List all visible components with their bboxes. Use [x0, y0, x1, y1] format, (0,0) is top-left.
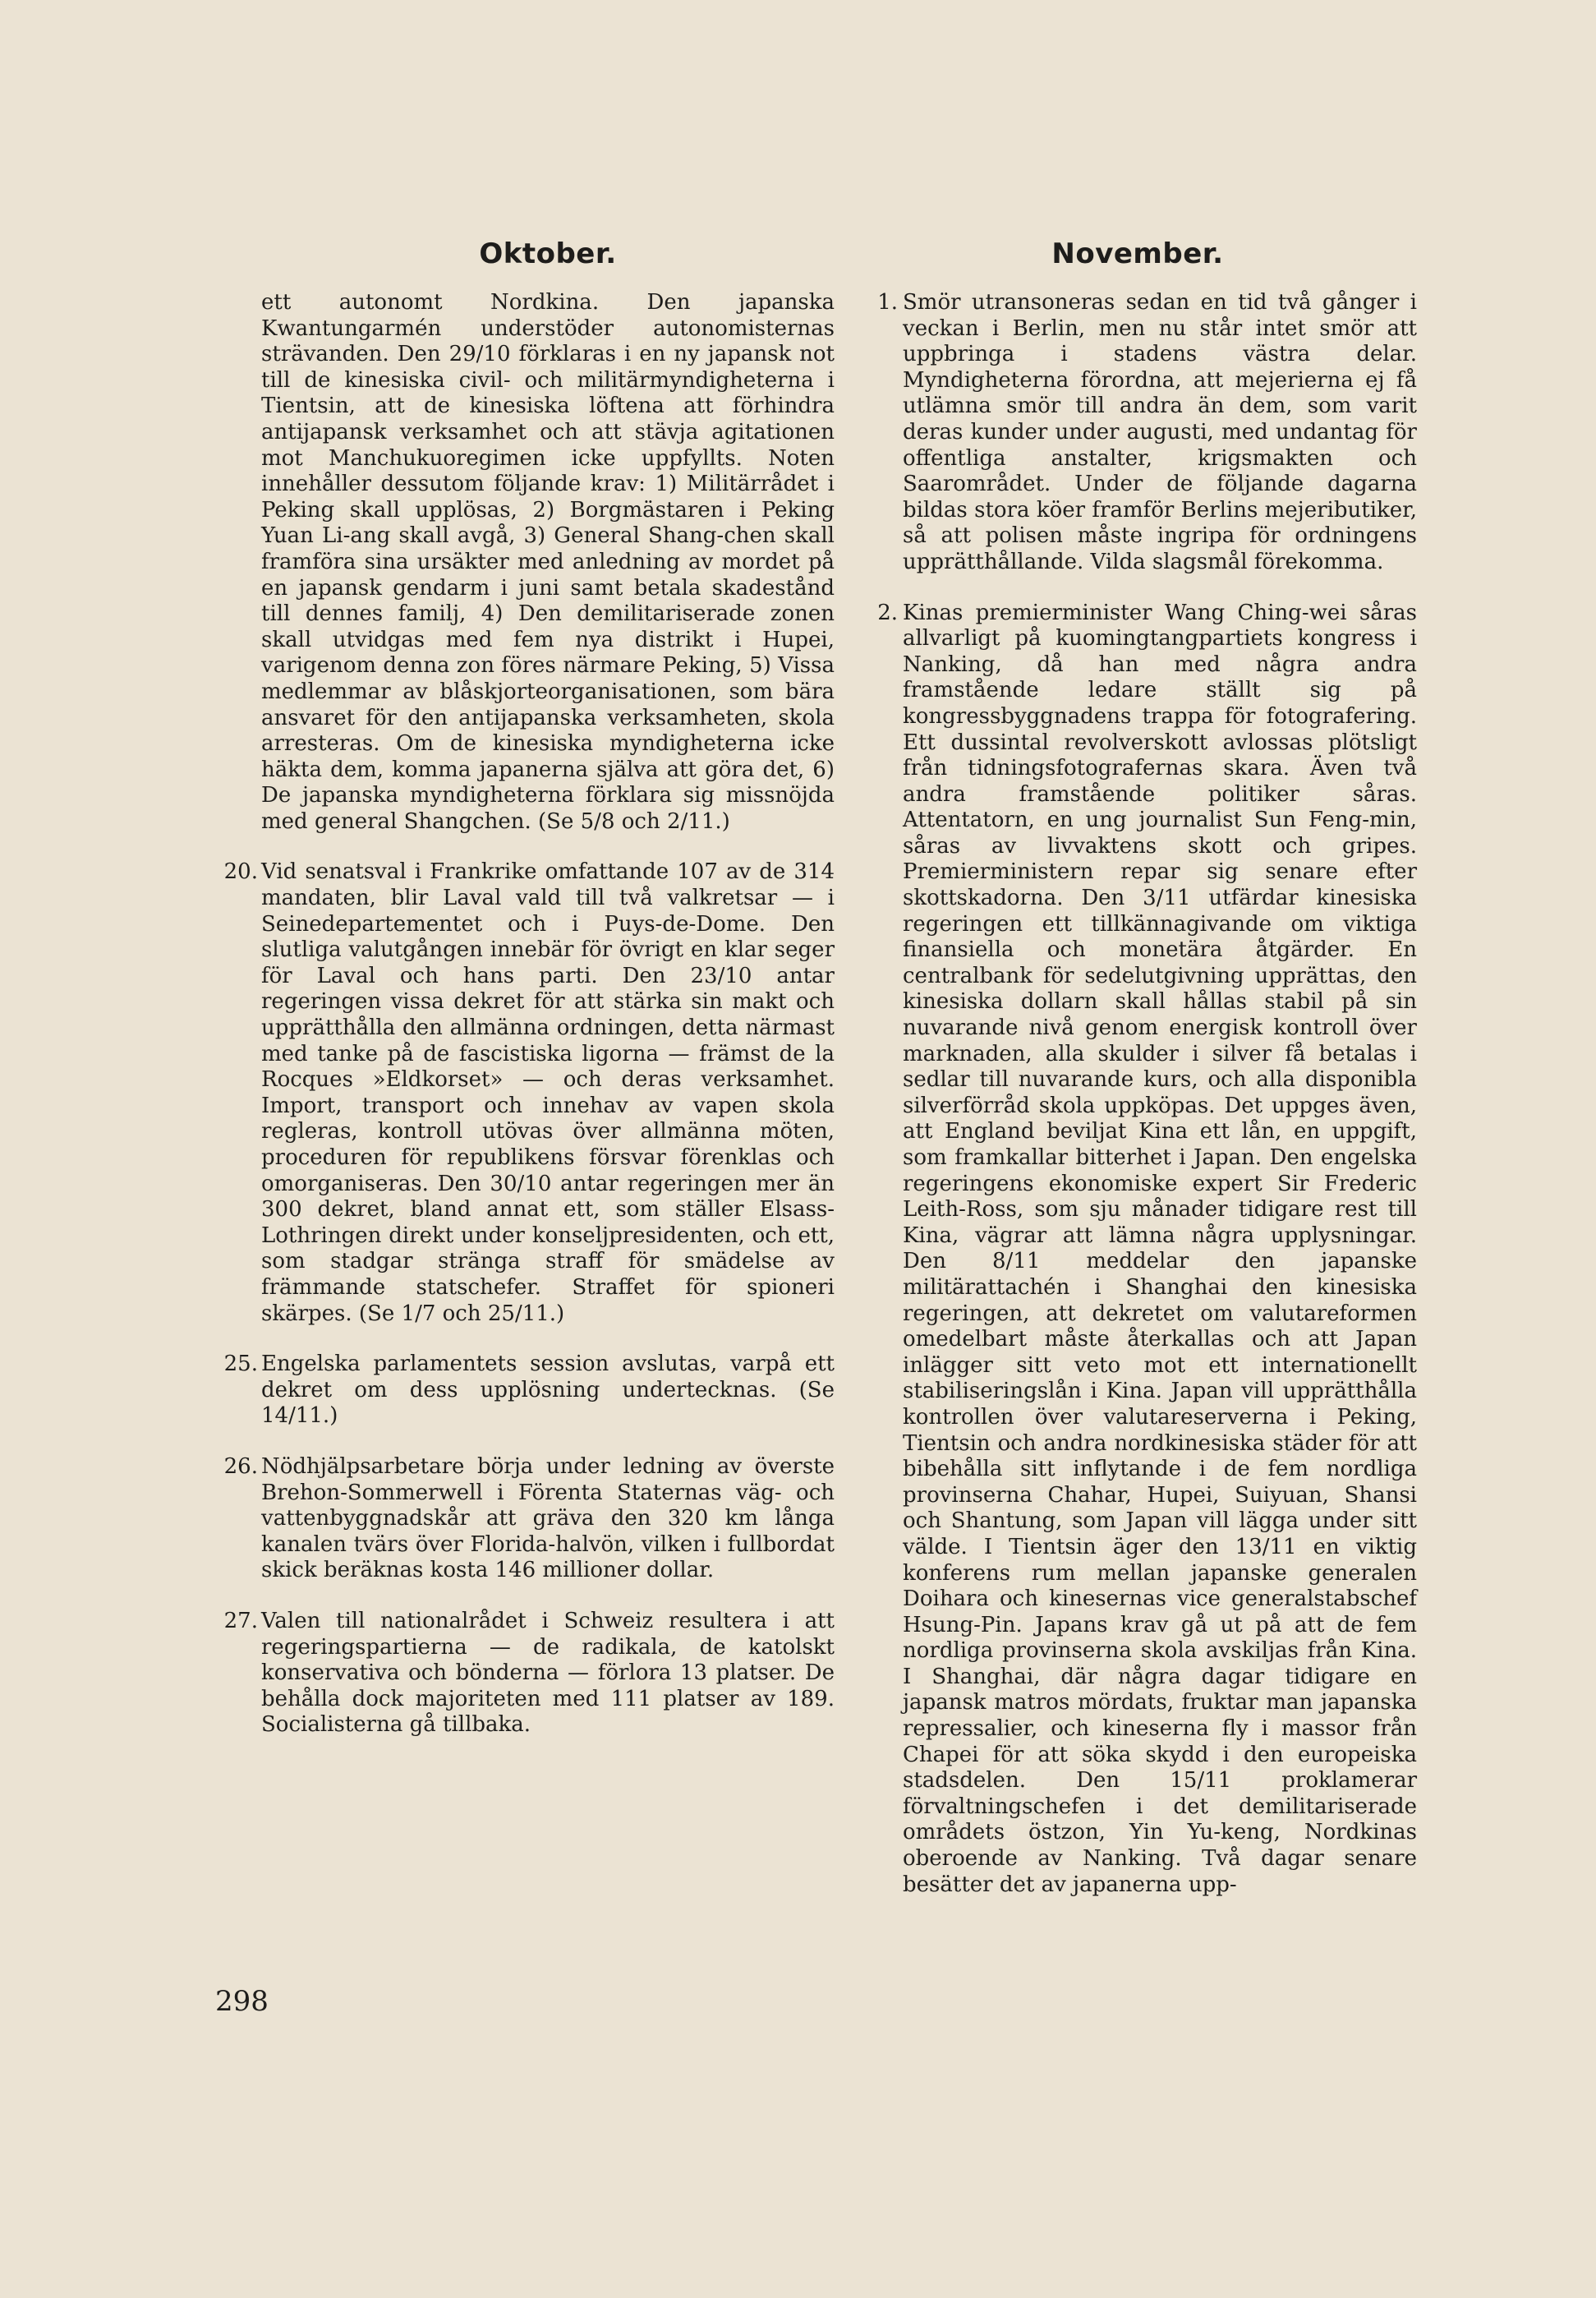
entry-text: Kinas premierminister Wang Ching-wei såras allvarligt på kuomingtangpartiets kongress i Nanking, då han med några andra framstående ledare ställt sig på kongressbyggnadens trappa för fotografering. Ett dussintal revolverskott avlossas plötsligt från tidningsfotografernas skara. Även två andra framstående politiker såras. Attentatorn, en ung journalist Sun Feng-min, såras av livvaktens skott och gripes. Premierministern repar sig senare efter skottskadorna. Den 3/11 utfärdar kinesiska regeringen ett tillkännagivande om viktiga finansiella och monetära åtgärder. En centralbank för sedelutgivning upprättas, den kinesiska dollarn skall hållas stabil på sin nuvarande nivå genom energisk kontroll över marknaden, alla skulder i silver få betalas i sedlar till nuvarande kurs, och alla disponibla silverförråd skola uppköpas. Det uppges även, att England beviljat Kina ett lån, en uppgift, som framkallar bitterhet i Japan. Den engelska regeringens ekonomiske expert Sir Frederic Leith-Ross, som sju månader tidigare rest till Kina, vägrar att lämna några upplysningar. Den 8/11 meddelar den japanske militärattachén i Shanghai den kinesiska regeringen, att dekretet om valutareformen omedelbart måste återkallas och att Japan inlägger sitt veto mot ett internationellt stabiliseringslån i Kina. Japan vill upprätthålla kontrollen över valutareserverna i Peking, Tientsin och andra nordkinesiska städer för att bibehålla sitt inflytande i de fem nordliga provinserna Chahar, Hupei, Suiyuan, Shansi och Shantung, som Japan vill lägga under sitt välde. I Tientsin äger den 13/11 en viktig konferens rum mellan japanske generalen Doihara och kinesernas vice generalstabschef Hsung-Pin. Japans krav gå ut på att de fem nordliga provinserna skola avskiljas från Kina. I Shanghai, där några dagar tidigare en japansk matros mördats, fruktar man japanska repressalier, och kineserna fly i massor från Chapei för att söka skydd i den europeiska stadsdelen. Den 15/11 proklamerar förvaltningschefen i det demilitariserade områdets östzon, Yin Yu-keng, Nordkinas oberoende av Nanking. Två dagar senare besätter det av japanerna upp- [903, 600, 1417, 1897]
entry-october-continued [212, 290, 835, 835]
entry-october-27 [212, 1609, 835, 1738]
november-column [858, 234, 1417, 1923]
october-column [212, 234, 835, 1763]
entry-text: Smör utransoneras sedan en tid två gånger i veckan i Berlin, men nu står intet smör att uppbringa i stadens västra delar. Myndigheterna förordna, att mejerierna ej få utlämna smör till andra än dem, som varit deras kunder under augusti, med undantag för offentliga anstalter, krigsmakten och Saarområdet. Under de följande dagarna bildas stora köer framför Berlins mejeributiker, så att polisen måste ingripa för ordningens upprätthållande. Vilda slagsmål förekomma. [903, 290, 1417, 574]
entry-day: 26. [223, 1453, 258, 1479]
entry-day: 1. [877, 290, 898, 315]
entry-text: Vid senatsval i Frankrike omfattande 107 av de 314 mandaten, blir Laval vald till två valkretsar — i Seinedepartementet och i Puys-de-Dome. Den slutliga valutgången innebär för övrigt en klar seger för Laval och hans parti. Den 23/10 antar regeringen vissa dekret för att stärka sin makt och upprätthålla den allmänna ordningen, detta närmast med tanke på de fascistiska ligorna — främst de la Rocques »Eldkorset» — och deras verksamhet. Import, transport och innehav av vapen skola regleras, kontroll utövas över allmänna möten, proceduren för republikens försvar förenklas och omorganiseras. Den 30/10 antar regeringen mer än 300 dekret, bland annat ett, som ställer Elsass-Lothringen direkt under konseljpresidenten, och ett, som stadgar stränga straff för smädelse av främmande statschefer. Straffet för spioneri skärpes. (Se 1/7 och 25/11.) [261, 859, 835, 1326]
entry-day: 27. [223, 1608, 258, 1633]
column-title-november: November. [1051, 237, 1224, 270]
entry-day: 2. [877, 600, 898, 625]
page-number: 298 [215, 1985, 269, 2018]
entry-day: 20. [223, 859, 258, 885]
entry-november-2 [858, 601, 1417, 1899]
entry-text: Engelska parlamentets session avslutas, varpå ett dekret om dess upplösning undertecknas. (Se 14/11.) [261, 1352, 835, 1429]
entry-text: Nödhjälpsarbetare börja under ledning av överste Brehon-Sommerwell i Förenta Staternas väg- och vattenbyggnadskår att gräva den 320 km långa kanalen tvärs över Florida-halvön, vilken i fullbordat skick beräknas kosta 146 millioner dollar. [261, 1453, 835, 1583]
entry-november-1 [858, 290, 1417, 576]
entry-day: 25. [223, 1352, 258, 1377]
entry-october-26 [212, 1454, 835, 1584]
entry-text: Valen till nationalrådet i Schweiz resultera i att regeringspartierna — de radikala, de katolskt konservativa och bönderna — förlora 13 platser. De behålla dock majoriteten med 111 platser av 189. Socialisterna gå tillbaka. [261, 1608, 835, 1738]
entry-october-20 [212, 859, 835, 1327]
entry-text: ett autonomt Nordkina. Den japanska Kwantungarmén understöder autonomisternas strävanden. Den 29/10 förklaras i en ny japansk not till de kinesiska civil- och militärmyndigheterna i Tientsin, att de kinesiska löftena att förhindra antijapansk verksamhet och att stävja agitationen mot Manchukuoregimen icke uppfyllts. Noten innehåller dessutom följande krav: 1) Militärrådet i Peking skall upplösas, 2) Borgmästaren i Peking Yuan Li-ang skall avgå, 3) General Shang-chen skall framföra sina ursäkter med anledning av mordet på en japansk gendarm i juni samt betala skadestånd till dennes familj, 4) Den demilitariserade zonen skall utvidgas med fem nya distrikt i Hupei, varigenom denna zon föres närmare Peking, 5) Vissa medlemmar av blåskjorteorganisationen, som bära ansvaret för den antijapanska verksamheten, skola arresteras. Om de kinesiska myndigheterna icke häkta dem, komma japanerna själva att göra det, 6) De japanska myndigheterna förklara sig missnöjda med general Shangchen. (Se 5/8 och 2/11.) [261, 290, 835, 834]
column-title-october: Oktober. [479, 237, 617, 270]
entry-october-25 [212, 1352, 835, 1430]
